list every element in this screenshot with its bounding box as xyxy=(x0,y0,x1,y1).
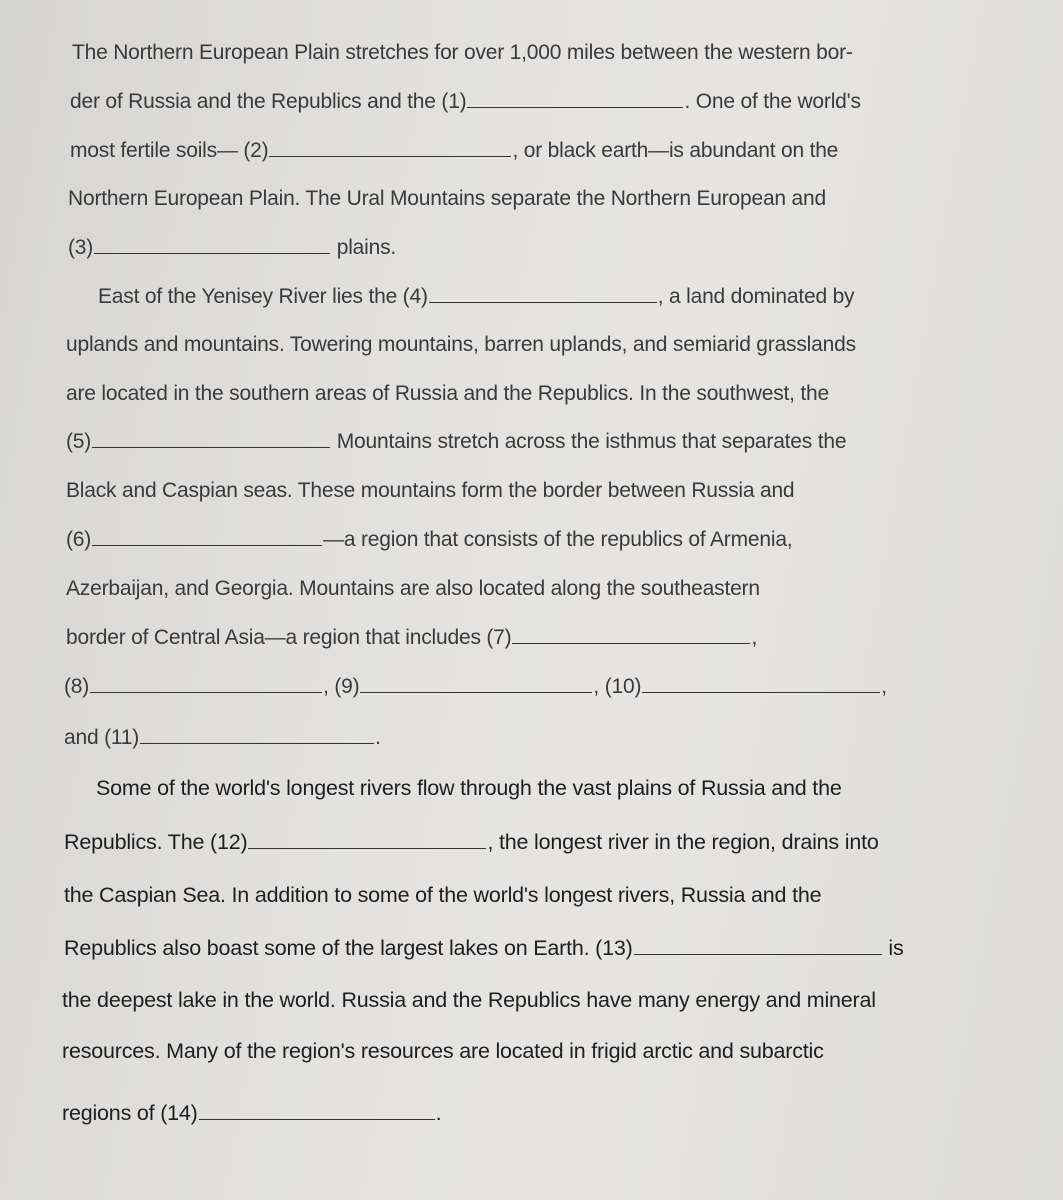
text: Mountains stretch across the isthmus that separates the xyxy=(336,430,847,453)
answer-blank-11[interactable] xyxy=(140,725,374,744)
text: , xyxy=(751,626,758,649)
text-line xyxy=(68,235,396,261)
text-line xyxy=(68,186,826,212)
text: , or black earth—is abundant on the xyxy=(512,139,839,162)
text: . xyxy=(435,1101,442,1125)
answer-blank-10[interactable] xyxy=(642,674,880,693)
text-line xyxy=(62,1100,441,1126)
text: Republics. The (12) xyxy=(64,830,248,854)
text: Northern European Plain. The Ural Mountains separate the Northern European and xyxy=(68,187,826,210)
text: Azerbaijan, and Georgia. Mountains are also located along the southeastern xyxy=(66,577,760,600)
text: (5) xyxy=(66,430,92,453)
text: . xyxy=(375,726,381,749)
text: der of Russia and the Republics and the (1) xyxy=(70,90,467,113)
text: . One of the world's xyxy=(684,90,861,113)
text: is xyxy=(888,936,904,960)
text: East of the Yenisey River lies the (4) xyxy=(98,285,428,308)
text: are located in the southern areas of Russia and the Republics. In the southwest, the xyxy=(66,382,830,405)
answer-blank-6[interactable] xyxy=(92,527,322,546)
text: (8) xyxy=(64,675,90,698)
text: —a region that consists of the republics of Armenia, xyxy=(323,528,793,551)
text: and (11) xyxy=(64,726,140,749)
text-line xyxy=(66,478,794,504)
text-line xyxy=(64,882,821,908)
text: the Caspian Sea. In addition to some of the world's longest rivers, Russia and the xyxy=(64,883,822,907)
text: The Northern European Plain stretches for over 1,000 miles between the western bor- xyxy=(72,41,853,64)
text-line xyxy=(62,987,876,1013)
text: most fertile soils— (2) xyxy=(70,139,269,162)
text-line xyxy=(66,576,760,602)
text: the deepest lake in the world. Russia and the Republics have many energy and mineral xyxy=(62,988,876,1012)
text: Black and Caspian seas. These mountains form the border between Russia and xyxy=(66,479,795,502)
text: (6) xyxy=(66,528,92,551)
answer-blank-5[interactable] xyxy=(92,429,330,448)
text-line xyxy=(70,89,861,115)
text-line xyxy=(64,935,904,961)
answer-blank-13[interactable] xyxy=(634,936,882,955)
text: , (9) xyxy=(323,675,360,698)
text: border of Central Asia—a region that includes (7) xyxy=(66,626,512,649)
text-line xyxy=(96,775,842,801)
text: regions of (14) xyxy=(62,1101,198,1125)
text: , a land dominated by xyxy=(657,285,855,308)
text: Some of the world's longest rivers flow through the vast plains of Russia and the xyxy=(96,776,842,800)
answer-blank-3[interactable] xyxy=(94,235,330,254)
text-line xyxy=(64,674,887,700)
text-line xyxy=(72,40,853,66)
text-line xyxy=(66,429,846,455)
text: , the longest river in the region, drains into xyxy=(487,830,879,854)
text-line xyxy=(98,284,854,310)
text-line xyxy=(64,829,879,855)
answer-blank-1[interactable] xyxy=(467,89,683,108)
answer-blank-2[interactable] xyxy=(269,138,511,157)
text: , (10) xyxy=(593,675,642,698)
answer-blank-14[interactable] xyxy=(199,1101,435,1120)
text: Republics also boast some of the largest lakes on Earth. (13) xyxy=(64,936,633,960)
text: resources. Many of the region's resources are located in frigid arctic and subarctic xyxy=(62,1039,824,1063)
answer-blank-9[interactable] xyxy=(360,674,592,693)
text: plains. xyxy=(336,236,397,259)
text: , xyxy=(881,675,887,698)
text: uplands and mountains. Towering mountains, barren uplands, and semiarid grasslands xyxy=(66,333,856,356)
text-line xyxy=(66,381,829,407)
text-line xyxy=(66,332,856,358)
answer-blank-4[interactable] xyxy=(429,284,657,303)
answer-blank-7[interactable] xyxy=(512,625,750,644)
text-line xyxy=(66,527,792,553)
text-line xyxy=(64,725,381,751)
answer-blank-12[interactable] xyxy=(248,830,486,849)
text-line xyxy=(66,625,757,651)
text: (3) xyxy=(68,236,94,259)
answer-blank-8[interactable] xyxy=(90,674,322,693)
text-line xyxy=(70,138,838,164)
text-line xyxy=(62,1038,824,1064)
